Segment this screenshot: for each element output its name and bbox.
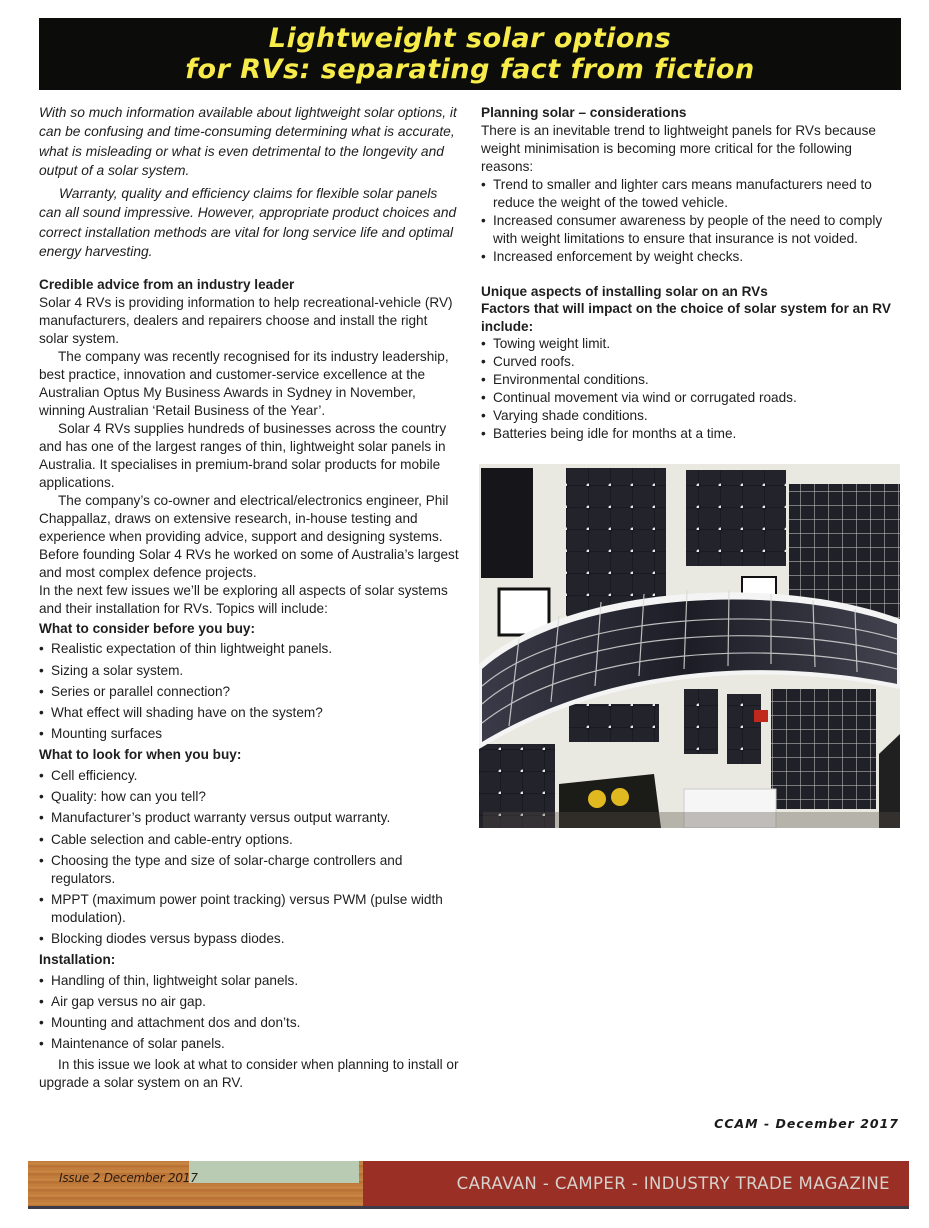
- list-item: • Trend to smaller and lighter cars means manufacturers need to reduce the weight of the towed vehicle.: [481, 176, 906, 212]
- list-item: • Quality: how can you tell?: [39, 788, 459, 806]
- body-paragraph: There is an inevitable trend to lightweight panels for RVs because weight minimisation is becoming more critical for the following reasons:: [481, 122, 876, 174]
- list-item: • MPPT (maximum power point tracking) versus PWM (pulse width modulation).: [39, 891, 459, 927]
- list-item: • Towing weight limit.: [481, 335, 906, 353]
- solar-panels-photo: [479, 464, 900, 828]
- list-item: • Increased consumer awareness by people of the need to comply with weight limitations to ensure that insurance is not voided.: [481, 212, 906, 248]
- list-item: • Environmental conditions.: [481, 371, 906, 389]
- background-panel: [481, 468, 533, 578]
- background-panel: [566, 468, 666, 618]
- list-item: • Varying shade conditions.: [481, 407, 906, 425]
- unique-section: [481, 283, 906, 444]
- footer-wood-panel: [28, 1161, 363, 1206]
- installation-list: [39, 972, 459, 1054]
- background-panel: [684, 689, 718, 754]
- list-item: • Blocking diodes versus bypass diodes.: [39, 930, 459, 948]
- list-item: • Handling of thin, lightweight solar panels.: [39, 972, 459, 990]
- body-paragraph: The company was recently recognised for its industry leadership, best practice, innovation and customer-service excellence at the Australian Optus My Business Awards in Sydney in November, winning Australian ‘Retail Business of the Year’.: [39, 348, 449, 418]
- planning-section: [481, 104, 906, 266]
- intro-paragraph: Warranty, quality and efficiency claims for flexible solar panels can all sound impressive. However, appropriate product choices and correct installation methods are vital for long service life and optimal energy harvesting.: [39, 186, 457, 260]
- intro-standfirst: [39, 103, 459, 261]
- section-heading: Planning solar – considerations: [481, 105, 687, 120]
- article-title-line-2: for RVs: separating fact from fiction: [185, 54, 755, 85]
- body-paragraph: The company’s co-owner and electrical/electronics engineer, Phil Chappallaz, draws on extensive research, in-house testing and experience when providing advice, support and designing systems. Before founding Solar 4 RVs he worked on some of Australia’s largest and most complex defence projects.: [39, 492, 459, 580]
- background-panel: [771, 689, 876, 809]
- list-item: • Air gap versus no air gap.: [39, 993, 459, 1011]
- issue-label: Issue 2 December 2017: [59, 1171, 198, 1185]
- list-item: • Increased enforcement by weight checks.: [481, 248, 906, 266]
- list-item: • Continual movement via wind or corrugated roads.: [481, 389, 906, 407]
- list-item: • What effect will shading have on the system?: [39, 704, 459, 722]
- right-column: [481, 104, 906, 443]
- bag-logo: [611, 788, 629, 806]
- list-item: • Mounting surfaces: [39, 725, 459, 743]
- article-title-line-1: Lightweight solar options: [268, 23, 672, 54]
- list-item: • Realistic expectation of thin lightweight panels.: [39, 640, 459, 658]
- section-heading: Credible advice from an industry leader: [39, 277, 295, 293]
- topics-lists: [39, 620, 459, 1093]
- planning-list: [481, 176, 906, 266]
- footer-window-strip: [189, 1161, 359, 1183]
- section-heading: Unique aspects of installing solar on an RVs: [481, 283, 768, 299]
- lookfor-list: [39, 767, 459, 948]
- list-heading: Installation:: [39, 952, 116, 968]
- section-subheading: Factors that will impact on the choice of solar system for an RV include:: [481, 301, 891, 334]
- body-paragraph: Solar 4 RVs is providing information to help recreational-vehicle (RV) manufacturers, dealers and repairers choose and install the right solar system.: [39, 294, 453, 346]
- credible-section: [39, 276, 459, 618]
- list-item: • Mounting and attachment dos and don’ts.: [39, 1014, 459, 1032]
- list-heading: What to consider before you buy:: [39, 620, 255, 636]
- floor: [483, 812, 900, 828]
- body-paragraph: Solar 4 RVs supplies hundreds of businesses across the country and has one of the largest ranges of thin, lightweight solar panels in Australia. It specialises in premium-brand solar products for mobile applications.: [39, 420, 447, 490]
- intro-paragraph: With so much information available about lightweight solar options, it can be confusing and time-consuming determining what is accurate, what is misleading or what is even detrimental to the longevity and output of a solar system.: [39, 105, 457, 178]
- list-item: • Batteries being idle for months at a time.: [481, 425, 906, 443]
- magazine-name: CARAVAN - CAMPER - INDUSTRY TRADE MAGAZINE: [456, 1174, 890, 1193]
- list-item: • Cable selection and cable-entry options.: [39, 831, 459, 849]
- background-panel: [569, 704, 659, 742]
- article-title-banner: [39, 18, 901, 90]
- consider-list: [39, 640, 459, 743]
- list-item: • Sizing a solar system.: [39, 662, 459, 680]
- list-item: • Cell efficiency.: [39, 767, 459, 785]
- bag-logo: [588, 790, 606, 808]
- unique-list: [481, 335, 906, 443]
- list-item: • Choosing the type and size of solar-charge controllers and regulators.: [39, 852, 459, 888]
- list-item: • Series or parallel connection?: [39, 683, 459, 701]
- list-heading: What to look for when you buy:: [39, 747, 242, 763]
- page-dateline: CCAM - December 2017: [714, 1116, 899, 1131]
- left-column: [39, 103, 459, 1092]
- list-item: • Maintenance of solar panels.: [39, 1035, 459, 1053]
- magazine-footer: [28, 1161, 909, 1206]
- junction-box: [754, 710, 768, 722]
- list-item: • Manufacturer’s product warranty versus output warranty.: [39, 809, 459, 827]
- list-item: • Curved roofs.: [481, 353, 906, 371]
- background-panel: [727, 694, 761, 764]
- closing-paragraph: In this issue we look at what to consider when planning to install or upgrade a solar system on an RV.: [39, 1057, 459, 1091]
- solar-panels-illustration: [479, 464, 900, 828]
- footer-red-panel: [363, 1161, 909, 1206]
- body-paragraph: In the next few issues we’ll be exploring all aspects of solar systems and their installation for RVs. Topics will include:: [39, 582, 448, 616]
- background-panel: [686, 470, 786, 566]
